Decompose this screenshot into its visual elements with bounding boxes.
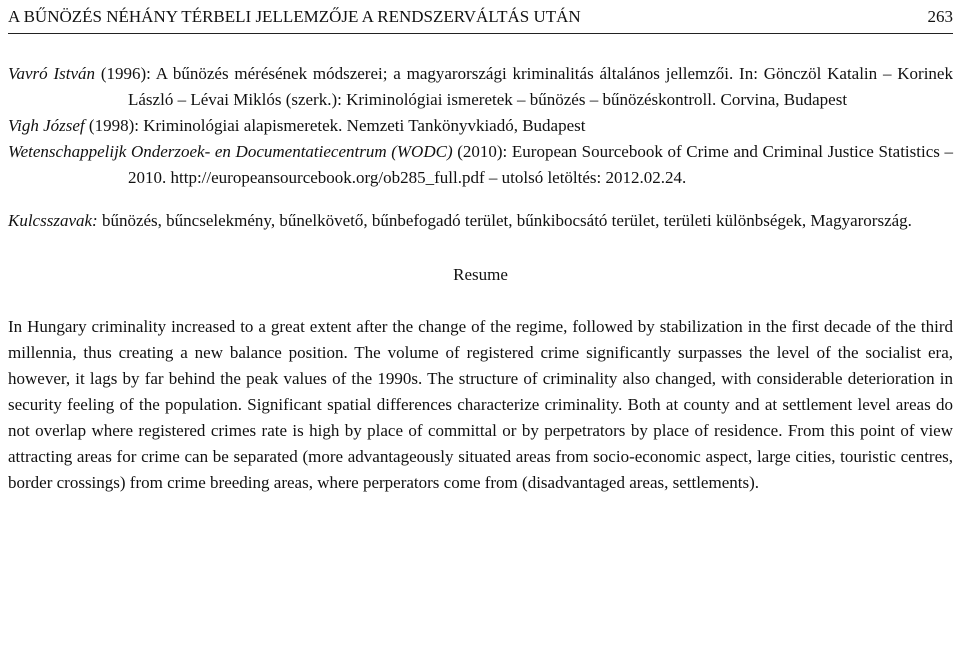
keywords-text: bűnözés, bűncselekmény, bűnelkövető, bűnbefogadó terület, bűnkibocsátó terület, területi különbségek, Magyarország.: [97, 211, 912, 230]
running-header: [8, 0, 953, 34]
reference-author: Vavró István: [8, 64, 96, 83]
keywords-label: Kulcsszavak:: [8, 211, 98, 230]
reference-author: Vigh József: [8, 116, 85, 135]
resume-heading: Resume: [453, 265, 508, 284]
reference-item: [8, 113, 953, 139]
reference-text: (2010): European Sourcebook of Crime and Criminal Justice Statistics – 2010. http://europeansourcebook.org/ob285_full.pdf – utolsó letöltés: 2012.02.24.: [128, 142, 953, 187]
reference-text: (1998): Kriminológiai alapismeretek. Nemzeti Tankönyvkiadó, Budapest: [84, 116, 586, 135]
reference-author: Wetenschappelijk Onderzoek- en Documentatiecentrum (WODC): [8, 142, 453, 161]
reference-text: (1996): A bűnözés mérésének módszerei; a magyarországi kriminalitás általános jellemzői. In: Gönczöl Katalin – Korinek László – Lévai Miklós (szerk.): Kriminológiai ismeretek – bűnözés – bűnözéskontroll. Corvina, Budapest: [95, 64, 953, 109]
keywords-paragraph: [8, 208, 953, 234]
reference-list: [8, 61, 953, 191]
running-title: A BŰNÖZÉS NÉHÁNY TÉRBELI JELLEMZŐJE A RENDSZERVÁLTÁS UTÁN: [8, 7, 581, 26]
reference-item: [8, 139, 953, 191]
page: [8, 0, 953, 496]
page-number: 263: [927, 7, 953, 26]
reference-item: [8, 61, 953, 113]
resume-abstract: In Hungary criminality increased to a great extent after the change of the regime, followed by stabilization in the first decade of the third millennia, thus creating a new balance position. The volume of registered crime significantly surpasses the level of the socialist era, however, it lags by far behind the peak values of the 1990s. The structure of criminality also changed, with considerable deterioration in security feeling of the population. Significant spatial differences characterize criminality. Both at county and at settlement level areas do not overlap where registered crimes rate is high by place of committal or by perpetrators by place of residence. From this point of view attracting areas for crime can be separated (more advantageously situated areas from socio-economic aspect, large cities, touristic centres, border crossings) from crime breeding areas, where perperators come from (disadvantaged areas, settlements).: [8, 317, 953, 492]
